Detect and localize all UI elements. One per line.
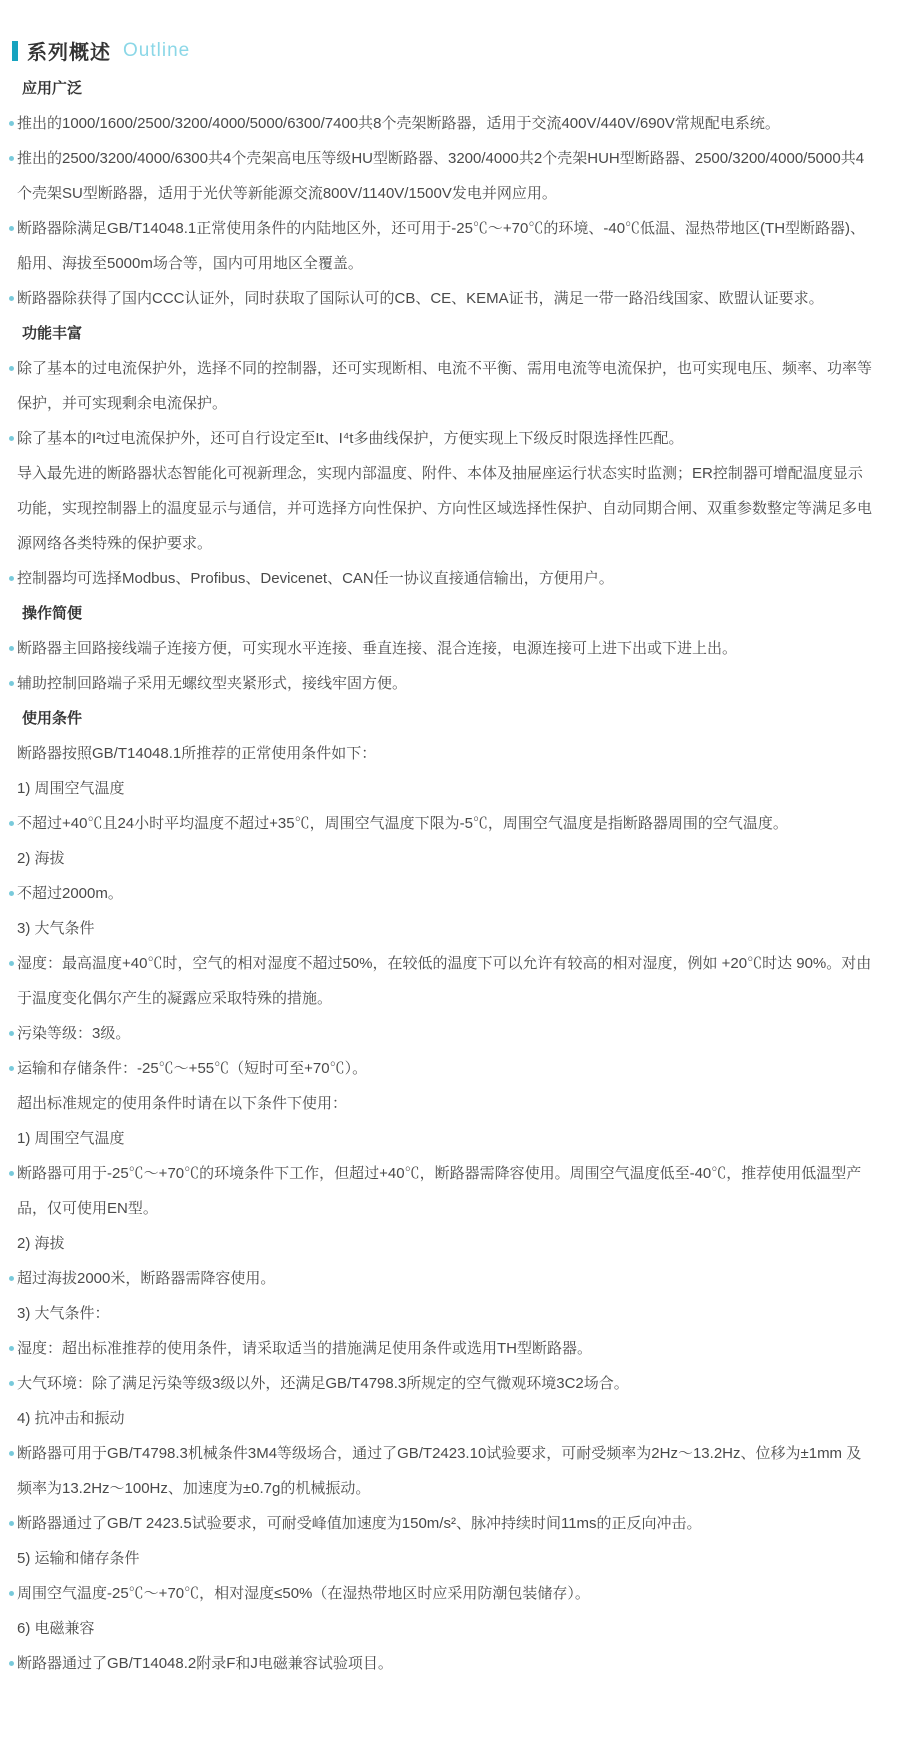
bullet-item: 除了基本的过电流保护外，选择不同的控制器，还可实现断相、电流不平衡、需用电流等电流保护，也可实现电压、频率、功率等保护，并可实现剩余电流保护。: [8, 351, 874, 421]
text-line: 4) 抗冲击和振动: [17, 1410, 125, 1427]
bullet-item: 不超过+40℃且24小时平均温度不超过+35℃，周围空气温度下限为-5℃，周围空气温度是指断路器周围的空气温度。: [8, 806, 874, 841]
bullet-item: 湿度：最高温度+40℃时，空气的相对湿度不超过50%，在较低的温度下可以允许有较高的相对湿度，例如 +20℃时达 90%。对由于温度变化偶尔产生的凝露应采取特殊的措施。: [8, 946, 874, 1016]
bullet-item: 湿度：超出标准推荐的使用条件，请采取适当的措施满足使用条件或选用TH型断路器。: [8, 1331, 874, 1366]
section-heading: 使用条件: [22, 710, 83, 727]
page-header: [0, 0, 900, 65]
text-line: 6) 电磁兼容: [17, 1620, 95, 1637]
bullet-item: 辅助控制回路端子采用无螺纹型夹紧形式，接线牢固方便。: [8, 666, 874, 701]
text-line: 3) 大气条件：: [17, 1305, 110, 1322]
section-heading: 应用广泛: [22, 80, 83, 97]
bullet-item: 断路器通过了GB/T 2423.5试验要求，可耐受峰值加速度为150m/s²、脉冲持续时间11ms的正反向冲击。: [8, 1506, 874, 1541]
bullet-item: 断路器除满足GB/T14048.1正常使用条件的内陆地区外，还可用于-25℃～+70℃的环境、-40℃低温、湿热带地区(TH型断路器)、船用、海拔至5000m场合等，国内可用地区全覆盖。: [8, 211, 874, 281]
text-line: 5) 运输和储存条件: [17, 1550, 140, 1567]
bullet-item: 除了基本的I²t过电流保护外，还可自行设定至It、I⁴t多曲线保护，方便实现上下级反时限选择性匹配。: [8, 421, 874, 456]
text-line: 2) 海拔: [17, 850, 65, 867]
bullet-item: 推出的1000/1600/2500/3200/4000/5000/6300/7400共8个壳架断路器，适用于交流400V/440V/690V常规配电系统。: [8, 106, 874, 141]
bullet-item: 运输和存储条件：-25℃～+55℃（短时可至+70℃）。: [8, 1051, 874, 1086]
text-line: 2) 海拔: [17, 1235, 65, 1252]
text-line: 断路器按照GB/T14048.1所推荐的正常使用条件如下：: [17, 745, 377, 762]
bullet-item: 不超过2000m。: [8, 876, 874, 911]
section-heading: 操作简便: [22, 605, 83, 622]
accent-bar-icon: [12, 41, 18, 61]
bullet-item: 污染等级：3级。: [8, 1016, 874, 1051]
section-heading: 功能丰富: [22, 325, 83, 342]
text-line: 3) 大气条件: [17, 920, 95, 937]
bullet-item: 断路器主回路接线端子连接方便，可实现水平连接、垂直连接、混合连接，电源连接可上进下出或下进上出。: [8, 631, 874, 666]
text-line: 超出标准规定的使用条件时请在以下条件下使用：: [17, 1095, 348, 1112]
text-line: 1) 周围空气温度: [17, 780, 125, 797]
page-subtitle: Outline: [123, 39, 191, 61]
bullet-item: 推出的2500/3200/4000/6300共4个壳架高电压等级HU型断路器、3200/4000共2个壳架HUH型断路器、2500/3200/4000/5000共4个壳架SU型断路器，适用于光伏等新能源交流800V/1140V/1500V发电并网应用。: [8, 141, 874, 211]
bullet-item: 大气环境：除了满足污染等级3级以外，还满足GB/T4798.3所规定的空气微观环境3C2场合。: [8, 1366, 874, 1401]
sections: [0, 65, 900, 1721]
bullet-item: 周围空气温度-25℃～+70℃，相对湿度≤50%（在湿热带地区时应采用防潮包装储存）。: [8, 1576, 874, 1611]
bullet-item: 断路器通过了GB/T14048.2附录F和J电磁兼容试验项目。: [8, 1646, 874, 1681]
bullet-item: 断路器可用于-25℃～+70℃的环境条件下工作，但超过+40℃，断路器需降容使用。周围空气温度低至-40℃，推荐使用低温型产品，仅可使用EN型。: [8, 1156, 874, 1226]
bullet-item: 断路器可用于GB/T4798.3机械条件3M4等级场合，通过了GB/T2423.10试验要求，可耐受频率为2Hz～13.2Hz、位移为±1mm 及频率为13.2Hz～100Hz、加速度为±0.7g的机械振动。: [8, 1436, 874, 1506]
text-line: 1) 周围空气温度: [17, 1130, 125, 1147]
bullet-item: 超过海拔2000米，断路器需降容使用。: [8, 1261, 874, 1296]
text-line: 导入最先进的断路器状态智能化可视新理念，实现内部温度、附件、本体及抽屉座运行状态实时监测；ER控制器可增配温度显示功能，实现控制器上的温度显示与通信，并可选择方向性保护、方向性区域选择性保护、自动同期合闸、双重参数整定等满足多电源网络各类特殊的保护要求。: [17, 465, 873, 552]
page-title: 系列概述: [27, 42, 111, 64]
bullet-item: 控制器均可选择Modbus、Profibus、Devicenet、CAN任一协议直接通信输出，方便用户。: [8, 561, 874, 596]
bullet-item: 断路器除获得了国内CCC认证外，同时获取了国际认可的CB、CE、KEMA证书，满足一带一路沿线国家、欧盟认证要求。: [8, 281, 874, 316]
